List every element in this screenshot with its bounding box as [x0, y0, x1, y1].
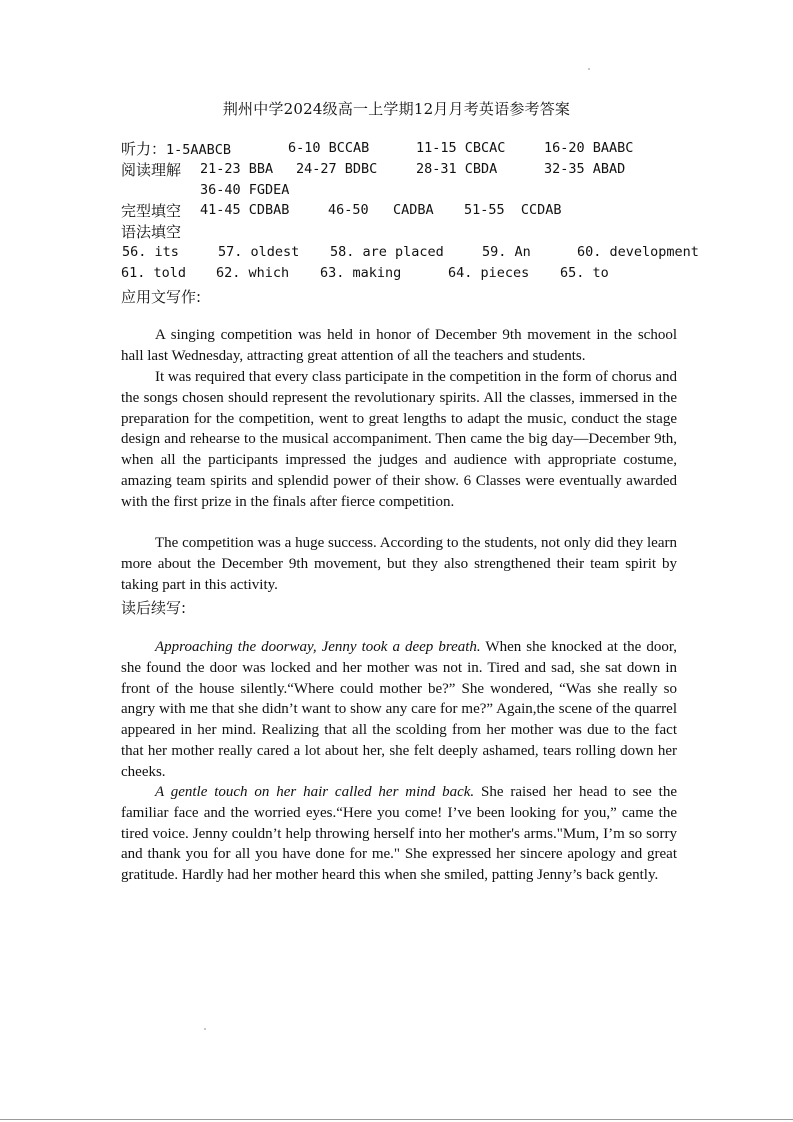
- grammar-answer: 56. its: [122, 244, 179, 260]
- answer-group: 21-23 BBA: [200, 161, 274, 177]
- reading-label: 阅读理解: [121, 161, 182, 179]
- grammar-answer: 61. told: [121, 265, 187, 281]
- answer-group: 41-45 CDBAB: [200, 202, 290, 218]
- grammar-answer: 65. to: [560, 265, 609, 281]
- grammar-answer: 57. oldest: [218, 244, 300, 260]
- answer-group: 16-20 BAABC: [544, 140, 634, 156]
- scan-speck: [588, 68, 590, 70]
- page-bottom-rule: [0, 1119, 793, 1120]
- answer-group: 11-15 CBCAC: [416, 140, 506, 156]
- essay-paragraph: It was required that every class participate in the competition in the form of chorus and the songs chosen should represent the revolutionary spirits. All the classes, immersed in the preparation for the competition, went to great lengths to adapt the music, conduct the stage design and rehearse to the musical accompaniment. Then came the big day—December 9th, when all the participants impressed the judges and audience with appropriate costume, amazing team spirits and splendid power of their show. 6 Classes were eventually awarded with the first prize in the finals after fierce competition.: [121, 369, 677, 510]
- grammar-answer: 59. An: [482, 244, 531, 260]
- grammar-answer: 63. making: [320, 265, 402, 281]
- story-body: When she knocked at the door, she found the door was locked and her mother was not in. Tired and sad, she sat down in front of the house silently.“Where could mother be?” She wondered, “Was she really so angry with me that she didn’t want to show any care for me?” Again,the scene of the quarrel appeared in her mind. Realizing that all the scolding from her mother was due to the fact that her mother really cared a lot about her, she felt deeply ashamed, tears rolling down her cheeks.: [121, 639, 677, 780]
- story-lead-sentence: A gentle touch on her hair called her mind back.: [155, 784, 475, 800]
- page-title: 荆州中学2024级高一上学期12月月考英语参考答案: [222, 100, 571, 118]
- story-paragraph: [121, 782, 677, 886]
- answer-group: 51-55 CCDAB: [464, 202, 562, 218]
- answer-group: 46-50 CADBA: [328, 202, 434, 218]
- listening-label: 听力：: [121, 140, 167, 158]
- story-lead-sentence: Approaching the doorway, Jenny took a deep breath.: [155, 639, 481, 655]
- essay-paragraph: The competition was a huge success. According to the students, not only did they learn more about the December 9th movement, but they also strengthened their team spirit by taking part in this activity.: [121, 535, 677, 593]
- grammar-label: 语法填空: [121, 223, 182, 241]
- continuation-writing-label: 读后续写:: [121, 599, 187, 617]
- essay-paragraph: A singing competition was held in honor of December 9th movement in the school hall last Wednesday, attracting great attention of all the teachers and students.: [121, 327, 677, 364]
- applied-writing-label: 应用文写作:: [121, 288, 202, 306]
- grammar-answer: 62. which: [216, 265, 290, 281]
- story-paragraph: [121, 637, 677, 783]
- scan-speck: [204, 1028, 206, 1030]
- answer-group: 1-5AABCB: [166, 142, 232, 158]
- answer-group: 32-35 ABAD: [544, 161, 626, 177]
- answer-group: 24-27 BDBC: [296, 161, 378, 177]
- grammar-answer: 64. pieces: [448, 265, 530, 281]
- answer-group: 36-40 FGDEA: [200, 182, 290, 198]
- listening-row: [121, 138, 231, 159]
- cloze-label: 完型填空: [121, 202, 182, 220]
- grammar-answer: 60. development: [577, 244, 699, 260]
- grammar-answer: 58. are placed: [330, 244, 444, 260]
- answer-group: 6-10 BCCAB: [288, 140, 370, 156]
- story-body: She raised her head to see the familiar face and the worried eyes.“Here you come! I’ve been looking for you,” came the tired voice. Jenny couldn’t help throwing herself into her mother's arms."Mum, I’m so sorry and thank you for all you have done for me." She expressed her sincere apology and great gratitude. Hardly had her mother heard this when she smiled, patting Jenny’s back gently.: [121, 784, 678, 884]
- answer-group: 28-31 CBDA: [416, 161, 498, 177]
